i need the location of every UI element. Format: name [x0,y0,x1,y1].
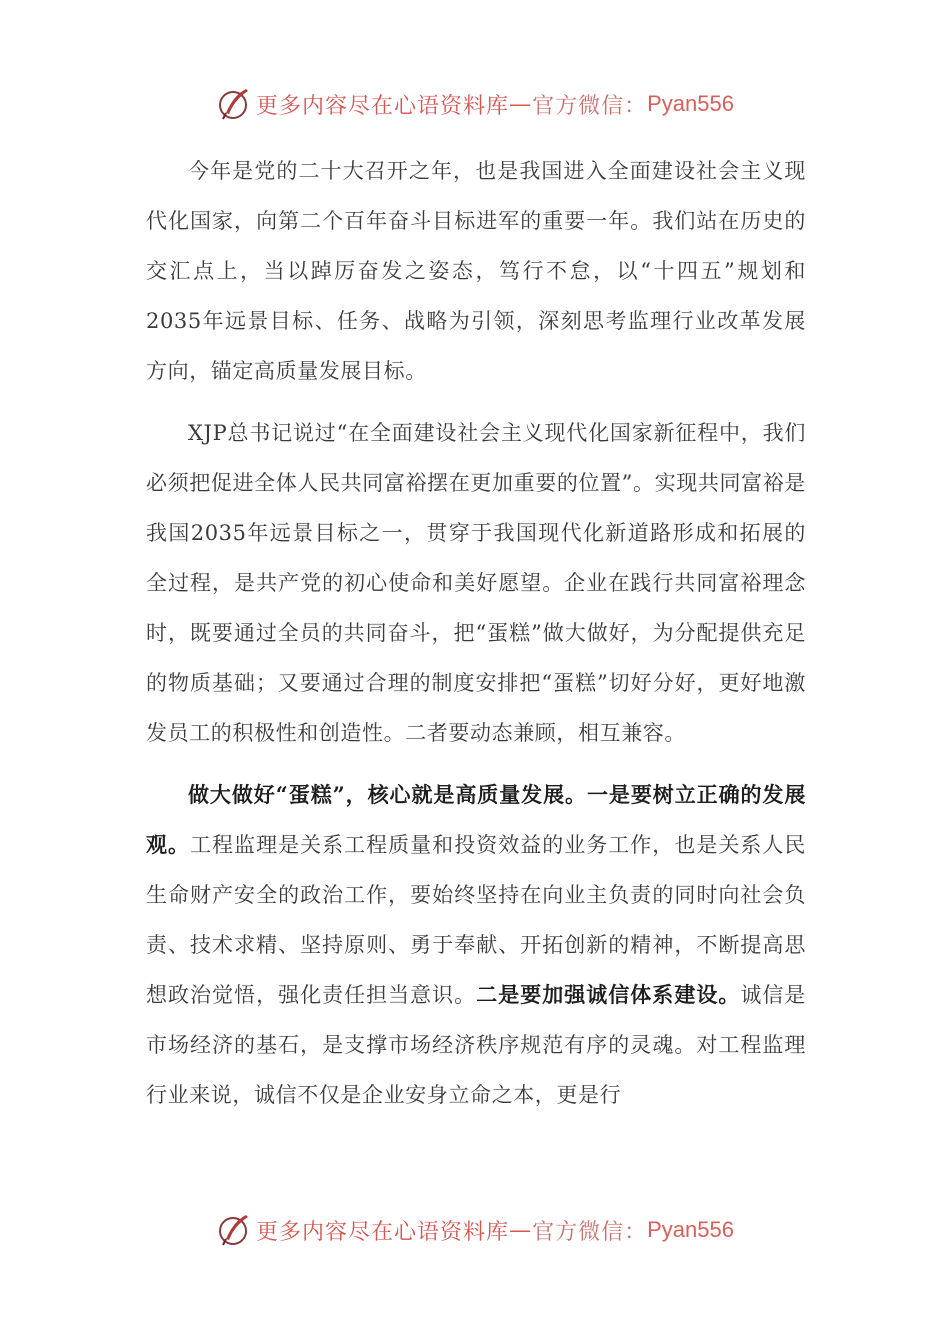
banner-wechat-id: Pyan556 [647,1217,734,1242]
banner-wechat-label: 官方微信： [532,93,648,119]
quill-pen-logo-icon [216,86,252,122]
quill-pen-logo-icon [216,1212,252,1248]
banner-site-name: 更多内容尽在心语资料库 [256,1219,510,1245]
paragraph-2: XJP总书记说过“在全面建设社会主义现代化国家新征程中，我们必须把促进全体人民共同富裕摆在更加重要的位置”。实现共同富裕是我国2035年远景目标之一，贯穿于我国现代化新道路形成和拓展的全过程，是共产党的初心使命和美好愿望。企业在践行共同富裕理念时，既要通过全员的共同奋斗，把“蛋糕”做大做好，为分配提供充足的物质基础；又要通过合理的制度安排把“蛋糕”切好分好，更好地激发员工的积极性和创造性。二者要动态兼顾，相互兼容。 [146,421,806,745]
paragraph-3-text-cont: 诚信是市场经济的基石，是支撑市场经济秩序规范有序的灵魂。对工程监理行业来说，诚信不仅是企业安身立命之本，更是行 [146,983,807,1107]
banner-dash: — [509,91,533,117]
banner-dash: — [509,1217,533,1243]
document-body [146,146,806,1120]
footer-watermark [0,1210,950,1250]
banner-wechat-id: Pyan556 [647,91,734,116]
banner-wechat-label: 官方微信： [532,1219,648,1245]
header-watermark [0,84,950,124]
paragraph-3-text: 工程监理是关系工程质量和投资效益的业务工作，也是关系人民生命财产安全的政治工作，要始终坚持在向业主负责的同时向社会负责、技术求精、坚持原则、勇于奉献、开拓创新的精神，不断提高思想政治觉悟，强化责任担当意识。 [146,833,806,1007]
paragraph-3 [146,770,806,1120]
paragraph-3-bold-lead: 做大做好“蛋糕”，核心就是高质量发展。一是要树立正确的发展观。 [146,782,806,857]
paragraph-1: 今年是党的二十大召开之年，也是我国进入全面建设社会主义现代化国家，向第二个百年奋斗目标进军的重要一年。我们站在历史的交汇点上，当以踔厉奋发之姿态，笃行不怠，以“十四五”规划和2035年远景目标、任务、战略为引领，深刻思考监理行业改革发展方向，锚定高质量发展目标。 [146,159,806,383]
paragraph-3-bold-second: 二是要加强诚信体系建设。 [476,982,741,1007]
banner-site-name: 更多内容尽在心语资料库 [256,93,510,119]
